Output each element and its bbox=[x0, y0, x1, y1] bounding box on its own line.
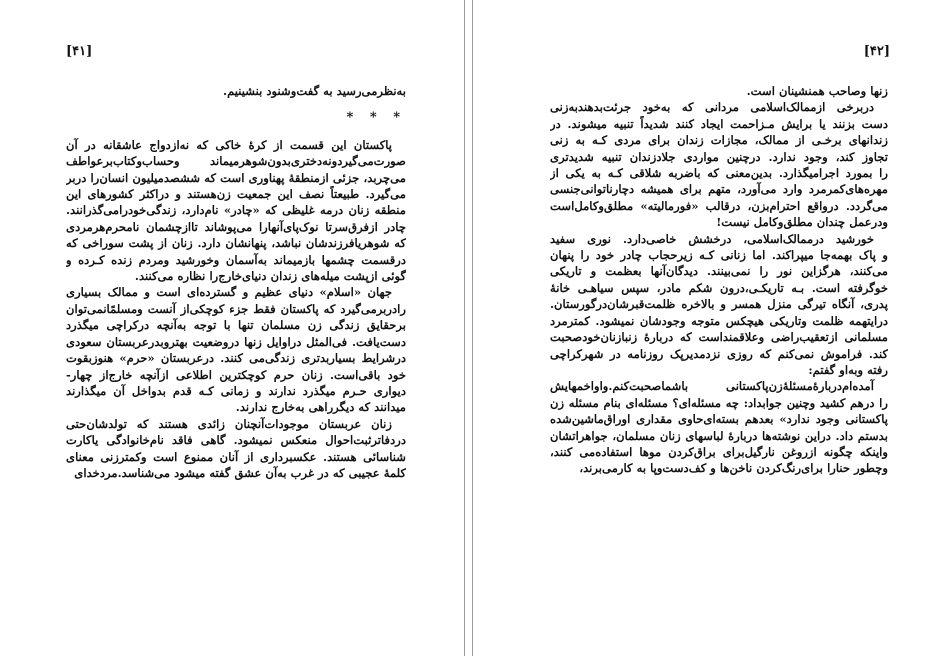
text-line: درقسمت چشمها بازمیماند به‌آسمان وخورشید ومردم زنده کـرده و bbox=[66, 252, 406, 267]
text-line: زندانهای برخـی از ممالک، مجازات زندان برای مردی کـه به زنی bbox=[550, 133, 888, 148]
text-line: خود باقی‌است. زنان حرم کوچکترین اطلاعی از‌آنچه خارج‌از چهار- bbox=[66, 367, 406, 382]
text-line: و پاک بهمه‌جا میپراکند. اما زنانی کـه زیرحجاب چادر خود را پنهان bbox=[550, 248, 888, 263]
text-line: رادربرمی‌گیرد که پاکستان فقط جزء کوچکی‌از آنست و‌مسلمًا‌نمی‌توان bbox=[66, 301, 406, 316]
paragraph bbox=[66, 284, 406, 415]
text-line: می‌چربد، جزئی ازمنطقۀ پهناوری است که ششصد‌میلیون انسان‌را دربر bbox=[66, 170, 406, 185]
text-line: ودرعمل چندان مطلق‌وکامل نیست! bbox=[716, 215, 888, 230]
section-separator: * * * bbox=[346, 110, 406, 126]
text-line: صورت‌می‌گیرد‌ونه‌دختری‌بدون‌شوهرمیماند وحساب‌وکتاب‌برعواطف bbox=[66, 154, 406, 169]
paragraph bbox=[550, 231, 888, 379]
paragraph bbox=[550, 83, 888, 99]
text-line: خورشید درممالک‌اسلامی، درخشش خاصی‌دارد. نوری سفید bbox=[550, 231, 874, 246]
text-line: بدستم داد. دراین نوشته‌ها دربارۀ لباسهای زنان مسلمان، جواهراتشان bbox=[550, 428, 888, 443]
text-line: کند. فراموش نمی‌کنم که روزی نزد‌مدیرپک روزنامه در شهرکراچی bbox=[550, 346, 888, 361]
page-body bbox=[66, 83, 406, 481]
text-line: میدانند که دیگرراهی به‌خارج ندارند. bbox=[235, 400, 406, 415]
left-page bbox=[0, 0, 464, 656]
page-body bbox=[550, 83, 888, 477]
text-line: جهان «اسلام» دنیای عظیم و گسترده‌ای است و ممالک بسیاری bbox=[66, 285, 392, 300]
text-line: می‌گیرد. طبیعتاً نصف این جمعیت زن‌هستند و دراکثر کشورهای این bbox=[66, 187, 406, 202]
book-gutter bbox=[464, 0, 473, 656]
paragraph bbox=[66, 83, 406, 99]
text-line: وچطور حنارا برای‌رنگ‌کردن ناخن‌ها و کف‌دست‌وپا به کارمی‌برند، bbox=[579, 461, 888, 476]
text-line: درشرایط بسیاربدتری زندگی‌می کنند. درعربستان «حرم» هنوز‌بقوت bbox=[66, 351, 406, 366]
text-line: مسلمانی ازتعقیب‌راضی وعلاقمنداست که دربارۀ زنبازنان‌خودصحبت bbox=[550, 330, 888, 345]
text-line: دست‌یافت. فی‌المثل دراوایل زنها دروضعیت بهتروبدرعربستان سعودی bbox=[66, 334, 406, 349]
page-number: [۴۱] bbox=[66, 44, 93, 59]
text-line: را درهم کشید وچنین جوابداد: چه مسئله‌ای؟ مسئله‌ای بنام مسئله زن bbox=[550, 395, 888, 410]
right-page bbox=[474, 0, 946, 656]
paragraph bbox=[66, 137, 406, 285]
text-line: خوگرفته است. بـه تاریکـی،درون شکم مادر، سپس سیاهـی خانۀ bbox=[550, 280, 888, 295]
text-line: دردفاترثبت‌احوال منعکس نمیشود. گاهی فاقد نام‌خانوادگی یا‌کارت bbox=[66, 433, 406, 448]
text-line: چادر ازفرق‌سرتا نوک‌پای‌آنهارا می‌پوشاند تاازچشمان نامحرم‌هرمردی bbox=[66, 219, 406, 234]
text-line: شناسائی هستند. عکسبرداری از آنان ممنوع است وکمترزنی معنای bbox=[66, 449, 406, 464]
text-line: گوئی ازپشت میله‌های زندان دنیای‌خارج‌را نظاره می‌کنند. bbox=[134, 269, 406, 284]
paragraphs bbox=[66, 137, 406, 482]
text-line: کلمۀ عجیبی که در غرب به‌آن عشق گفته میشود می‌شناسد.مردخدای bbox=[74, 465, 406, 480]
text-line: برحقایق زندگی زن مسلمان تنها با توجه به‌آنچه درکراچی میگذرد bbox=[66, 318, 406, 333]
paragraphs bbox=[550, 99, 888, 476]
text-line: تجاوز کند، وجود ندارد. درچنین مواردی جلادزندان تنبیه شدیدتری bbox=[550, 149, 888, 164]
text-line: پاکستانی وجود ندارد» بعدهم بسته‌ای‌حاوی مقداری اوراق‌ماشین‌شده bbox=[550, 412, 888, 427]
text-line: به‌نظرمی‌رسید به گفت‌وشنود بنشینیم. bbox=[223, 84, 406, 98]
text-line: را بمورد اجرامیگذارد. بدین‌معنی که باضربه شلاقی کـه به یکی از bbox=[550, 166, 888, 181]
text-line: دربرخی ازممالک‌اسلامی مردانی که به‌خود جرئت‌بدهند‌به‌زنی bbox=[550, 100, 874, 115]
text-line: دیواری حـرم میگذرد ندارند و زمانی کـه قدم بدواخل آن میگذارند bbox=[66, 383, 406, 398]
text-line: مهره‌های‌کمرمرد وارد می‌آورد، متهم برای همیشه دچارناتوانی‌جنسی bbox=[550, 182, 888, 197]
text-line: زنها وصاحب همنشینان است. bbox=[746, 84, 888, 98]
text-line: دست بزنند یا برایش مـزاحمت ایجاد کنند شدیداً تنبیه میشوند. در bbox=[550, 116, 888, 131]
text-line: می‌گردد. درواقع احترام‌بزن، درقالب «فورمالیته» مطلق‌وکامل‌است bbox=[550, 198, 888, 213]
text-line: پاکستان این قسمت از کرۀ خاکی که نه‌ازدواج عاشقانه در آن bbox=[66, 137, 392, 152]
text-line: واینکه چگونه ازروغن نارگیل‌برای براق‌کردن موها استفاده‌می کنند، bbox=[550, 444, 888, 459]
text-line: منطقه زنان درمه غلیظی که «چادر» نام‌دارد، زندگی‌خودرامی‌گذرانند. bbox=[66, 203, 406, 218]
paragraph bbox=[66, 416, 406, 482]
text-line: زنان عربستان موجودات‌آنچنان زائدی هستند که تولدشان‌حتی bbox=[66, 416, 392, 431]
paragraph bbox=[550, 378, 888, 476]
text-line: درایتهمه ظلمت وتاریکی هیچکس متوجه وجودشان نمیشود. کمترمرد bbox=[550, 313, 888, 328]
text-line: آمده‌ام‌دربارۀمسئلۀزن‌پاکستانی باشماصحبت‌کنم.واواخمهایش bbox=[550, 379, 874, 394]
text-line: پدری، آنگاه تیرگی منزل همسر و بالاخره ظلمت‌قبرشان‌درگورستان. bbox=[550, 297, 888, 312]
text-line: که شوهریافرزندشان نباشد، پنهانشان دارد. زنان از پشت سوراخی که bbox=[66, 236, 406, 251]
paragraph bbox=[550, 99, 888, 230]
text-line: می‌کنند، هرگزاین نور را نمی‌بینند. دیدگان‌آنها بعظمت و تاریکی bbox=[550, 264, 888, 279]
text-line: رفته وبه‌او گفتم: bbox=[808, 362, 888, 377]
page-number: [۴۲] bbox=[863, 44, 890, 59]
